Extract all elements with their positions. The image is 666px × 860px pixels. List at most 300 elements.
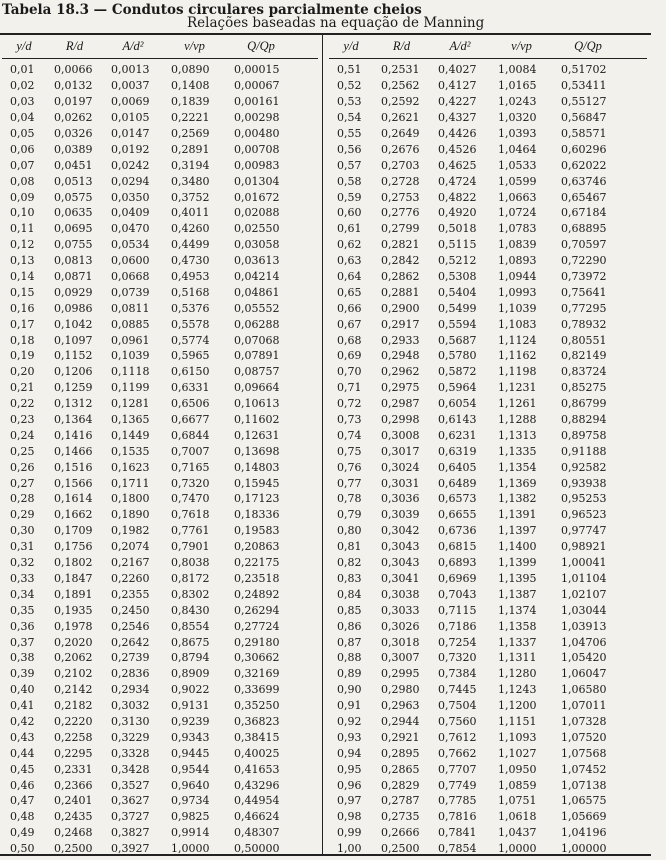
table-cell: 1,1083 [498,317,537,331]
column-header: R/d [392,39,411,53]
table-cell: 0,3827 [111,826,150,840]
table-cell: 1,07452 [561,762,607,776]
table-cell: 0,2881 [381,285,420,299]
table-cell: 0,4027 [438,63,477,77]
table-cell: 0,6143 [438,413,477,427]
table-cell: 0,5376 [171,301,210,315]
table-row [2,809,318,825]
table-row [2,571,318,587]
table-cell: 1,1374 [498,603,537,617]
table-row [329,94,647,110]
column-header: y/d [343,39,359,53]
table-cell: 1,0944 [498,270,537,284]
table-row [2,316,318,332]
table-cell: 1,0618 [498,810,537,824]
table-cell: 1,1124 [498,333,537,347]
table-cell: 0,2642 [111,635,150,649]
table-cell: 0,2142 [54,683,93,697]
table-cell: 0,5687 [438,333,477,347]
table-cell: 0,0635 [54,206,93,220]
table-cell: 0,02088 [234,206,280,220]
table-cell: 0,78932 [561,317,607,331]
table-cell: 0,7816 [438,810,477,824]
table-cell: 1,0437 [498,826,537,840]
table-row [329,157,647,173]
table-cell: 1,0993 [498,285,537,299]
table-cell: 0,24 [10,428,35,442]
table-row [329,443,647,459]
table-cell: 0,2167 [111,556,150,570]
table-cell: 0,5780 [438,349,477,363]
table-cell: 0,6815 [438,540,477,554]
table-cell: 0,7445 [438,683,477,697]
table-cell: 0,3041 [381,571,420,585]
table-cell: 0,39 [10,667,35,681]
table-cell: 0,90 [337,683,362,697]
table-cell: 0,0929 [54,285,93,299]
table-cell: 0,4730 [171,254,210,268]
table-cell: 0,77295 [561,301,607,315]
table-cell: 0,1118 [111,365,150,379]
table-cell: 0,4920 [438,206,477,220]
table-cell: 0,8430 [171,603,210,617]
table-cell: 0,3008 [381,428,420,442]
table-cell: 0,7841 [438,826,477,840]
table-cell: 0,58 [337,174,362,188]
table-cell: 0,3024 [381,460,420,474]
table-cell: 0,84 [337,587,362,601]
table-cell: 0,03 [10,95,35,109]
table-cell: 0,0326 [54,127,93,140]
table-cell: 1,07328 [561,714,607,728]
table-cell: 0,80 [337,524,362,538]
table-cell: 0,36823 [234,714,280,728]
table-cell: 0,2921 [381,730,420,744]
table-cell: 1,0839 [498,238,537,252]
table-cell: 0,6844 [171,428,210,442]
table-cell: 1,0393 [498,127,537,140]
table-row [329,586,647,602]
table-cell: 0,36 [10,619,35,633]
table-cell: 0,54 [337,111,362,125]
table-cell: 0,43296 [234,778,280,792]
table-cell: 1,1395 [498,571,537,585]
table-cell: 0,0350 [111,190,150,204]
table-cell: 0,50 [10,842,35,856]
table-cell: 1,0783 [498,222,537,236]
table-row [329,841,647,857]
table-cell: 0,12631 [234,428,280,442]
table-cell: 0,26294 [234,603,280,617]
table-cell: 0,9445 [171,746,210,760]
table-cell: 0,5018 [438,222,477,236]
table-cell: 0,33699 [234,683,280,697]
table-cell: 0,4625 [438,158,477,172]
table-cell: 0,09 [10,190,35,204]
table-row [329,237,647,253]
table-cell: 0,8794 [171,651,210,665]
table-row [329,618,647,634]
table-cell: 0,63 [337,254,362,268]
table-row [2,157,318,173]
table-cell: 1,0751 [498,794,537,808]
table-cell: 0,60296 [561,142,607,156]
table-cell: 1,1162 [498,349,537,363]
table-cell: 0,75 [337,444,362,458]
table-row [329,634,647,650]
table-cell: 0,83 [337,571,362,585]
table-cell: 1,1354 [498,460,537,474]
table-cell: 0,32 [10,556,35,570]
table-row [329,682,647,698]
table-row [329,793,647,809]
table-cell: 1,04196 [561,826,607,840]
table-row [329,364,647,380]
table-row [329,62,647,78]
table-row [2,507,318,523]
column-header: A/d² [449,39,471,53]
table-cell: 0,27724 [234,619,280,633]
table-cell: 1,05669 [561,810,607,824]
table-row [2,650,318,666]
table-cell: 0,0813 [54,254,93,268]
table-cell: 0,7560 [438,714,477,728]
table-cell: 0,41 [10,699,35,713]
table-cell: 0,9544 [171,762,210,776]
table-cell: 0,59 [337,190,362,204]
table-cell: 0,1416 [54,428,93,442]
table-cell: 0,73972 [561,270,607,284]
table-cell: 0,2295 [54,746,93,760]
table-cell: 0,4011 [171,206,210,220]
table-cell: 0,42 [10,714,35,728]
table-cell: 0,23518 [234,571,280,585]
table-cell: 0,94 [337,746,362,760]
table-cell: 0,01304 [234,174,280,188]
table-cell: 0,29180 [234,635,280,649]
table-cell: 0,2546 [111,619,150,633]
table-cell: 0,2829 [381,778,420,792]
table-row [2,221,318,237]
table-cell: 0,1364 [54,413,93,427]
table-cell: 0,00161 [234,95,280,109]
table-row [2,253,318,269]
table-cell: 0,1152 [54,349,93,363]
table-cell: 0,7504 [438,699,477,713]
table-cell: 0,31 [10,540,35,554]
table-cell: 0,3627 [111,794,150,808]
table-cell: 0,4327 [438,111,477,125]
table-cell: 0,7612 [438,730,477,744]
table-cell: 0,20863 [234,540,280,554]
table-cell: 0,82149 [561,349,607,363]
table-cell: 1,1335 [498,444,537,458]
table-cell: 1,1369 [498,476,537,490]
table-row [2,237,318,253]
table-cell: 0,1756 [54,540,93,554]
table-row [329,427,647,443]
column-header: v/vp [184,39,205,53]
table-cell: 1,1231 [498,381,537,395]
table-cell: 0,81 [337,540,362,554]
table-cell: 0,12 [10,238,35,252]
table-cell: 0,1365 [111,413,150,427]
table-cell: 1,04706 [561,635,607,649]
table-cell: 0,2900 [381,301,420,315]
table-cell: 0,09664 [234,381,280,395]
table-cell: 0,2450 [111,603,150,617]
table-cell: 0,76 [337,460,362,474]
table-cell: 0,71 [337,381,362,395]
table-cell: 0,2895 [381,746,420,760]
table-cell: 0,97 [337,794,362,808]
table-cell: 0,8675 [171,635,210,649]
table-cell: 0,7115 [438,603,477,617]
table-row [2,714,318,730]
table-cell: 0,2258 [54,730,93,744]
table-cell: 0,18336 [234,508,280,522]
table-cell: 0,16 [10,301,35,315]
table-cell: 0,56847 [561,111,607,125]
table-cell: 0,65 [337,285,362,299]
table-cell: 0,8172 [171,571,210,585]
table-cell: 0,15945 [234,476,280,490]
table-cell: 0,0986 [54,301,93,315]
table-row [329,745,647,761]
table-cell: 0,97747 [561,524,607,538]
table-cell: 0,86 [337,619,362,633]
table-cell: 0,4426 [438,127,477,140]
table-cell: 0,48 [10,810,35,824]
table-cell: 0,74 [337,428,362,442]
table-cell: 0,3752 [171,190,210,204]
table-cell: 0,85275 [561,381,607,395]
table-cell: 1,0859 [498,778,537,792]
table-cell: 0,2948 [381,349,420,363]
table-cell: 0,0755 [54,238,93,252]
table-cell: 0,7384 [438,667,477,681]
table-cell: 0,7165 [171,460,210,474]
table-cell: 0,33 [10,571,35,585]
table-cell: 0,37 [10,635,35,649]
table-cell: 0,0739 [111,285,150,299]
table-cell: 0,7470 [171,492,210,506]
table-cell: 0,23 [10,413,35,427]
table-cell: 0,00480 [234,127,280,140]
table-cell: 1,00041 [561,556,607,570]
table-cell: 0,00067 [234,79,280,93]
table-cell: 0,10 [10,206,35,220]
table-right-half [329,35,647,854]
table-cell: 0,1535 [111,444,150,458]
table-cell: 0,55 [337,127,362,140]
table-cell: 1,1313 [498,428,537,442]
table-cell: 0,9022 [171,683,210,697]
table-cell: 0,19583 [234,524,280,538]
table-cell: 0,7618 [171,508,210,522]
table-cell: 0,3194 [171,158,210,172]
table-cell: 0,7320 [171,476,210,490]
table-row [2,698,318,714]
table-cell: 0,3130 [111,714,150,728]
table-cell: 0,80551 [561,333,607,347]
table-cell: 1,1261 [498,397,537,411]
table-cell: 0,4127 [438,79,477,93]
table-cell: 0,6489 [438,476,477,490]
table-cell: 0,72 [337,397,362,411]
table-cell: 0,92 [337,714,362,728]
table-row [329,602,647,618]
table-cell: 0,38 [10,651,35,665]
table-row [2,443,318,459]
table-cell: 1,07568 [561,746,607,760]
table-row [329,380,647,396]
table-cell: 0,77 [337,476,362,490]
table-cell: 0,9131 [171,699,210,713]
table-cell: 0,1042 [54,317,93,331]
table-row [329,110,647,126]
table-cell: 0,44954 [234,794,280,808]
table-cell: 0,1281 [111,397,150,411]
table-cell: 0,0961 [111,333,150,347]
table-cell: 0,2739 [111,651,150,665]
table-cell: 0,0105 [111,111,150,125]
column-header: Q/Qp [247,39,275,53]
table-cell: 0,00708 [234,142,280,156]
table-cell: 0,17 [10,317,35,331]
table-cell: 0,0534 [111,238,150,252]
table-cell: 0,48307 [234,826,280,840]
table-body-left [2,62,318,857]
table-cell: 0,30662 [234,651,280,665]
table-cell: 0,2933 [381,333,420,347]
table-cell: 0,7320 [438,651,477,665]
table-caption [2,2,652,30]
table-cell: 1,0084 [498,63,537,77]
table-cell: 0,01 [10,63,35,77]
table-cell: 0,7854 [438,842,477,856]
table-cell: 0,50000 [234,842,280,856]
table-cell: 0,2562 [381,79,420,93]
table-row [329,555,647,571]
table-cell: 0,89758 [561,428,607,442]
table-cell: 0,68895 [561,222,607,236]
table-cell: 0,6331 [171,381,210,395]
table-cell: 0,01672 [234,190,280,204]
table-row [2,539,318,555]
table-cell: 0,3042 [381,524,420,538]
table-cell: 0,78 [337,492,362,506]
table-row [2,189,318,205]
table-cell: 0,2728 [381,174,420,188]
table-cell: 0,9734 [171,794,210,808]
table-cell: 0,00015 [234,63,280,77]
table-cell: 0,0600 [111,254,150,268]
table-cell: 0,1312 [54,397,93,411]
table-cell: 0,67 [337,317,362,331]
table-cell: 0,0066 [54,63,93,77]
table-cell: 1,0533 [498,158,537,172]
table-cell: 0,5965 [171,349,210,363]
table-cell: 0,3727 [111,810,150,824]
header-row [2,35,318,59]
table-cell: 0,63746 [561,174,607,188]
table-cell: 0,0470 [111,222,150,236]
table-row [329,475,647,491]
table-cell: 0,3043 [381,556,420,570]
table-row [2,555,318,571]
table-cell: 0,87 [337,635,362,649]
table-cell: 1,0000 [171,842,210,856]
table-cell: 0,2331 [54,762,93,776]
table-cell: 0,3033 [381,603,420,617]
table-cell: 0,38415 [234,730,280,744]
table-row [2,777,318,793]
table-cell: 0,7662 [438,746,477,760]
table-cell: 0,1614 [54,492,93,506]
table-row [329,825,647,841]
column-divider [322,35,323,854]
table-cell: 0,26 [10,460,35,474]
table-cell: 0,6655 [438,508,477,522]
table-cell: 0,8554 [171,619,210,633]
table-cell: 0,18 [10,333,35,347]
table-cell: 0,05 [10,127,35,140]
table-cell: 0,65467 [561,190,607,204]
table-cell: 0,2020 [54,635,93,649]
table-cell: 0,06288 [234,317,280,331]
table-cell: 0,04 [10,111,35,125]
table-cell: 0,2842 [381,254,420,268]
table-cell: 0,4822 [438,190,477,204]
table-row [2,793,318,809]
table-cell: 0,2975 [381,381,420,395]
table-cell: 0,2182 [54,699,93,713]
table-cell: 0,0890 [171,63,210,77]
table-row [329,571,647,587]
table-cell: 0,2621 [381,111,420,125]
table-cell: 0,62 [337,238,362,252]
table-cell: 0,0451 [54,158,93,172]
column-header: A/d² [122,39,144,53]
table-cell: 0,95253 [561,492,607,506]
table-row [329,316,647,332]
table-cell: 0,00298 [234,111,280,125]
table-cell: 1,03913 [561,619,607,633]
table-cell: 0,13698 [234,444,280,458]
table-cell: 1,0464 [498,142,537,156]
table-cell: 0,1662 [54,508,93,522]
header-row [329,35,647,59]
table-row [2,745,318,761]
table-cell: 0,2435 [54,810,93,824]
table-cell: 1,02107 [561,587,607,601]
table-cell: 0,11602 [234,413,280,427]
table-cell: 0,83724 [561,365,607,379]
table-cell: 0,07 [10,158,35,172]
table-cell: 0,2865 [381,762,420,776]
table-cell: 0,07068 [234,333,280,347]
table-cell: 0,58571 [561,127,607,140]
table-row [329,221,647,237]
table-cell: 0,2102 [54,667,93,681]
table-cell: 1,06580 [561,683,607,697]
table-row [329,332,647,348]
table-cell: 0,88 [337,651,362,665]
table-cell: 1,01104 [561,571,607,585]
table-cell: 0,2987 [381,397,420,411]
table-cell: 0,55127 [561,95,607,109]
